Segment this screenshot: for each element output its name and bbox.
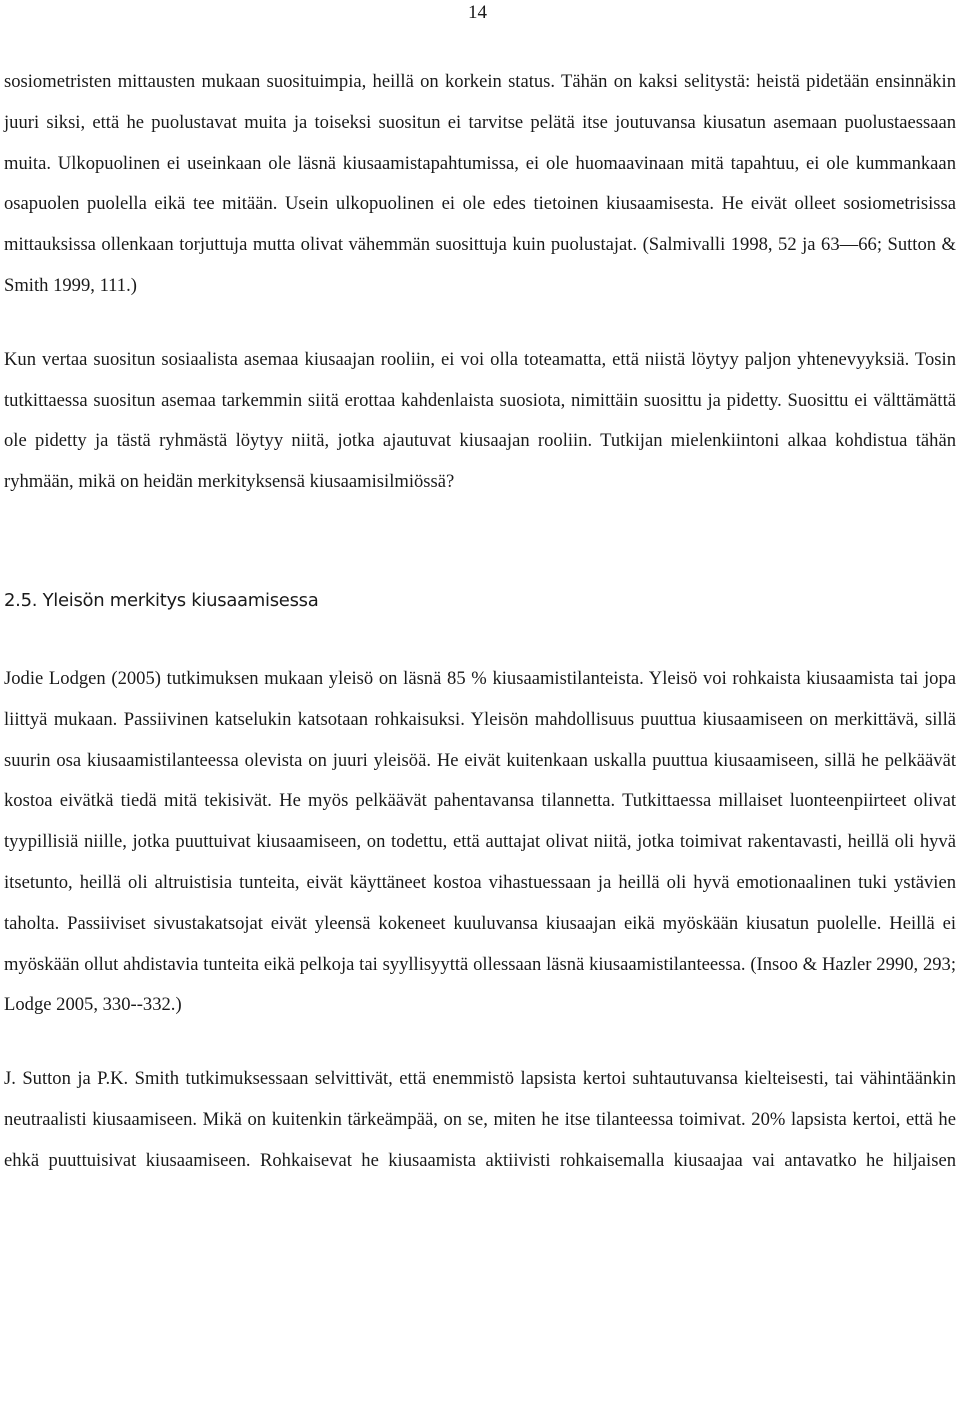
page-number: 14 (468, 2, 487, 23)
paragraph-audience-role: Jodie Lodgen (2005) tutkimuksen mukaan yleisö on läsnä 85 % kiusaamistilanteista. Yleisö voi rohkaista kiusaamista tai jopa liittyä mukaan. Passiivinen katselukin katsotaan rohkaisuksi. Yleisön mahdollisuus puuttua kiusaamiseen on merkittävä, sillä suurin osa kiusaamistilanteessa olevista on juuri yleisöä. He eivät kuitenkaan uskalla puuttua kiusaamiseen, sillä he pelkäävät kostoa eivätkä tiedä mitä tekisivät. He myös pelkäävät pahentavansa tilannetta. Tutkittaessa millaiset luonteenpiirteet olivat tyypillisiä niille, jotka puuttuivat kiusaamiseen, on todettu, että auttajat olivat niitä, jotka toimivat rakentavasti, heillä oli hyvä itsetunto, heillä oli altruistisia tunteita, eivät käyttäneet kostoa vihastuessaan ja heillä oli hyvä emotionaalinen tuki ystävien taholta. Passiiviset sivustakatsojat eivät yleensä kokeneet kuuluvansa kiusaajan eikä myöskään kiusatun puolelle. Heillä ei myöskään ollut ahdistavia tunteita eikä pelkoja tai syyllisyyttä ollessaan läsnä kiusaamistilanteessa. (Insoo & Hazler 2990, 293; Lodge 2005, 330--332.) (4, 667, 956, 1016)
paragraph-status-explanation: sosiometristen mittausten mukaan suosituimpia, heillä on korkein status. Tähän on kaksi selitystä: heistä pidetään ensinnäkin juuri siksi, että he puolustavat muita ja toiseksi suositun ei tarvitse pelätä itse joutuvansa kiusatun asemaan puolustaessaan muita. Ulkopuolinen ei useinkaan ole läsnä kiusaamistapahtumissa, ei ole huomaavinaan mitä tapahtuu, ei ole kummankaan osapuolen puolella eikä tee mitään. Usein ulkopuolinen ei ole edes tietoinen kiusaamisesta. He eivät olleet sosiometrisissa mittauksissa ollenkaan torjuttuja mutta olivat vähemmän suosittuja kuin puolustajat. (Salmivalli 1998, 52 ja 63—66; Sutton & Smith 1999, 111.) (4, 71, 956, 296)
paragraph-popularity-comparison: Kun vertaa suositun sosiaalista asemaa kiusaajan rooliin, ei voi olla toteamatta, että niistä löytyy paljon yhtenevyyksiä. Tosin tutkittaessa suositun asemaa tarkemmin siitä erottaa kahdenlaista suosiota, nimittäin suosittu ja pidetty. Suosittu ei välttämättä ole pidetty ja tästä ryhmästä löytyy niitä, jotka ajautuvat kiusaajan rooliin. Tutkijan mielenkiintoni alkaa kohdistua tähän ryhmään, mikä on heidän merkityksensä kiusaamisilmiössä? (4, 348, 956, 493)
section-heading: 2.5. Yleisön merkitys kiusaamisessa (4, 589, 319, 611)
paragraph-sutton-smith: J. Sutton ja P.K. Smith tutkimuksessaan selvittivät, että enemmistö lapsista kertoi suhtautuvansa kielteisesti, tai vähintäänkin neutraalisti kiusaamiseen. Mikä on kuitenkin tärkeämpää, on se, miten he itse tilanteessa toimivat. 20% lapsista kertoi, että he ehkä puuttuisivat kiusaamiseen. Rohkaisevat he kiusaamista aktiivisti rohkaisemalla kiusaajaa vai antavatko he hiljaisen (4, 1068, 956, 1171)
document-body (4, 62, 956, 1182)
